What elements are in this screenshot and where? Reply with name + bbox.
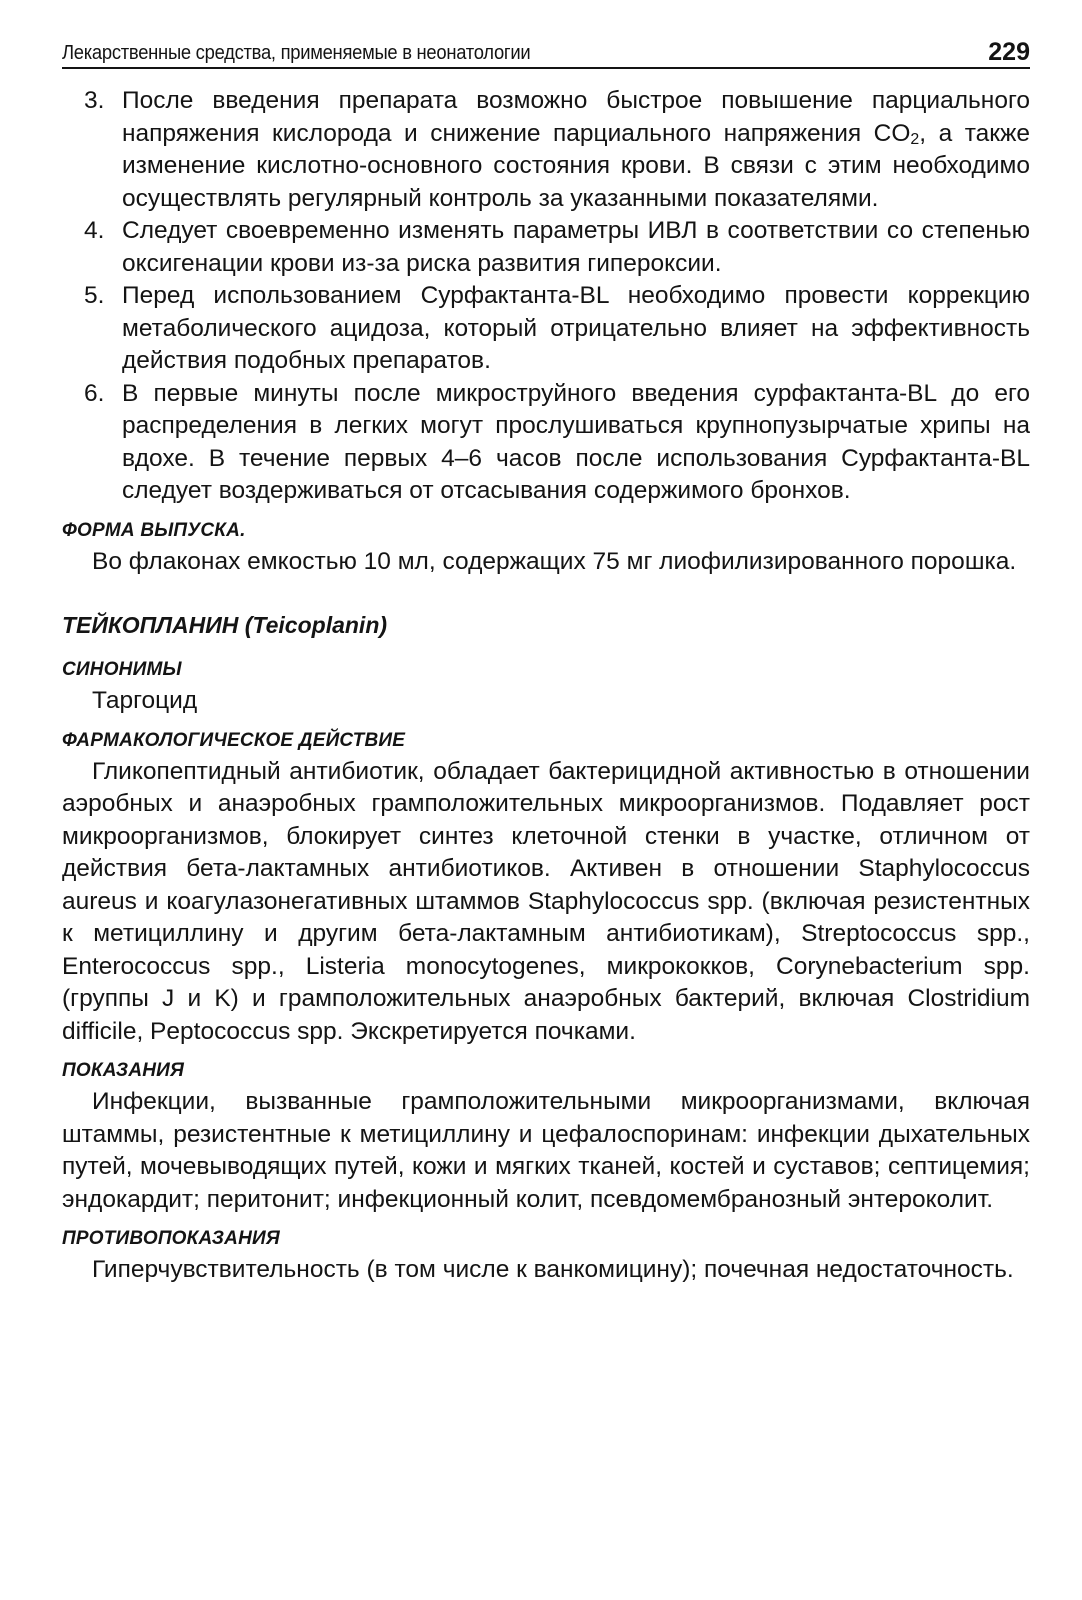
pharmacology-heading: ФАРМАКОЛОГИЧЕСКОЕ ДЕЙСТВИЕ — [62, 729, 406, 751]
list-item-number: 3. — [84, 87, 105, 114]
release-form-heading: ФОРМА ВЫПУСКА. — [62, 519, 246, 541]
list-item-text: Перед использованием Сурфактанта-BL необходимо провести коррекцию метаболического ацидоза, который отрицательно влияет на эффективность действия подобных препаратов. — [122, 282, 1030, 374]
synonyms-text: Таргоцид — [92, 687, 198, 714]
indications-heading: ПОКАЗАНИЯ — [62, 1060, 185, 1081]
drug-title: ТЕЙКОПЛАНИН (Teicoplanin) — [62, 612, 388, 638]
precautions-list — [62, 85, 1030, 508]
release-form-text: Во флаконах емкостью 10 мл, содержащих 75 мг лиофилизированного порошка. — [92, 547, 1017, 575]
list-item-text: После введения препарата возможно быстрое повышение парциального напряжения кислорода и снижение парциального напряжения $CO_2$, а также изменение кислотно-основного состояния крови. В связи с этим необходимо осуществлять регулярный контроль за указанными показателями. — [122, 87, 1030, 212]
contraindications-text: Гиперчувствительность (в том числе к ванкомицину); почечная недостаточность. — [92, 1256, 1014, 1283]
indications-text: Инфекции, вызванные грамположительными микроорганизмами, включая штаммы, резистентные к метициллину и цефалоспоринам: инфекции дыхательных путей, мочевыводящих путей, кожи и мягких тканей, костей и суставов; септицемия; эндокардит; перитонит; инфекционный колит, псевдомембранозный энтероколит. — [62, 1088, 1030, 1213]
running-title: Лекарственные средства, применяемые в неонатологии — [62, 42, 531, 64]
list-item — [62, 378, 1030, 508]
book-page — [62, 40, 1030, 1287]
list-item-number: 6. — [84, 379, 105, 407]
synonyms-heading: СИНОНИМЫ — [62, 659, 182, 680]
list-item-number: 4. — [84, 217, 105, 244]
list-item — [62, 85, 1030, 215]
list-item — [62, 215, 1030, 280]
subscript-2: 2 — [910, 130, 920, 148]
page-number: 229 — [988, 38, 1030, 66]
list-item-text: В первые минуты после микроструйного введения сурфактанта-BL до его распределения в легких могут прослушиваться крупнопузырчатые хрипы на вдохе. В течение первых 4–6 часов после использования Сурфактанта-BL следует воздерживаться от отсасывания содержимого бронхов. — [122, 379, 1030, 504]
list-item — [62, 280, 1030, 378]
list-item-text: Следует своевременно изменять параметры ИВЛ в соответствии со степенью оксигенации крови из-за риска развития гипероксии. — [122, 217, 1030, 277]
contraindications-heading: ПРОТИВОПОКАЗАНИЯ — [62, 1228, 280, 1249]
list-item-number: 5. — [84, 282, 105, 309]
pharmacology-text: Гликопептидный антибиотик, обладает бактерицидной активностью в отношении аэробных и анаэробных грамположительных микроорганизмов. Подавляет рост микроорганизмов, блокирует синтез клеточной стенки в участке, отличном от действия бета-лактамных антибиотиков. Активен в отношении Staphylococcus aureus и коагулазонегативных штаммов Staphylococcus spp. (включая резистентных к метициллину и другим бета-лактамным антибиотикам), Streptococcus spp., Enterococcus spp., Listeria monocytogenes, микрококков, Corynebacterium spp. (группы J и K) и грамположительных анаэробных бактерий, включая Clostridium difficile, Peptococcus spp. Экскретируется почками. — [62, 757, 1030, 1045]
running-header — [62, 40, 1030, 69]
